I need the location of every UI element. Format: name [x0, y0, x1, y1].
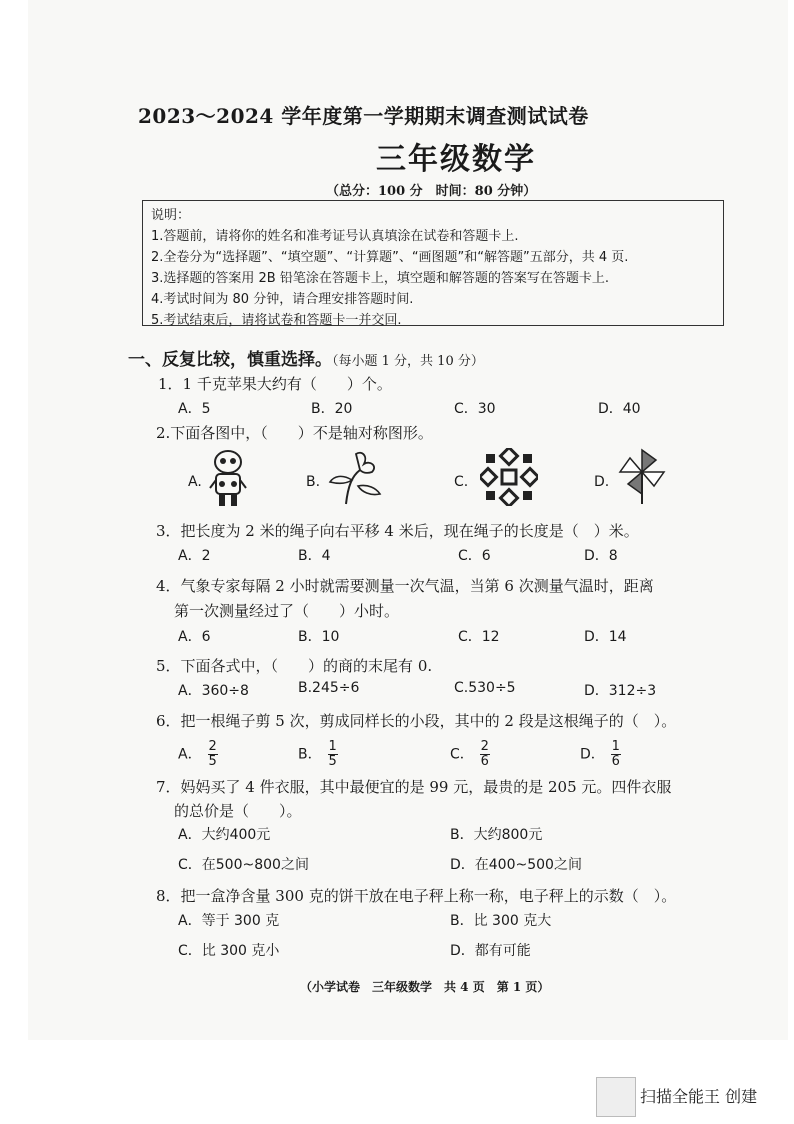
fraction: $\frac{1}{6}$ [611, 739, 620, 769]
q6-option-b-label: B． [298, 746, 322, 763]
q2-option-c: C. [454, 474, 469, 490]
q8-option-d: D．都有可能 [450, 943, 531, 959]
q2-option-a: A. [188, 474, 202, 490]
q1-option-c: C．30 [454, 401, 496, 417]
q3-option-a: A．2 [178, 548, 211, 564]
q3-option-b: B．4 [298, 548, 331, 564]
pinwheel-figure-icon [618, 448, 666, 504]
q7-option-d: D．在400~500之间 [450, 857, 582, 873]
question-6-stem: 6．把一根绳子剪 5 次，剪成同样长的小段，其中的 2 段是这根绳子的（ ）。 [156, 712, 677, 730]
robot-figure-icon [208, 448, 248, 510]
q7-option-a: A．大约400元 [178, 827, 271, 843]
q5-option-c: C.530÷5 [454, 680, 516, 696]
question-4-stem: 4．气象专家每隔 2 小时就需要测量一次气温，当第 6 次测量气温时，距离 [156, 577, 654, 595]
q4-option-c: C．12 [458, 629, 500, 645]
q2-option-b: B. [306, 474, 321, 490]
q1-option-a: A．5 [178, 401, 211, 417]
instruction-item: 3.选择题的答案用 2B 铅笔涂在答题卡上，填空题和解答题的答案写在答题卡上. [151, 271, 609, 286]
instruction-item: 4.考试时间为 80 分钟，请合理安排答题时间. [151, 292, 414, 307]
q5-option-a: A．360÷8 [178, 683, 249, 699]
fraction: $\frac{1}{5}$ [328, 739, 337, 769]
instructions-heading: 说明： [151, 208, 191, 223]
question-1-stem: 1．1 千克苹果大约有（ ）个。 [158, 375, 392, 393]
q8-option-b: B．比 300 克大 [450, 913, 552, 929]
exam-meta: （总分：100 分 时间：80 分钟） [326, 184, 537, 199]
q5-option-b: B.245÷6 [298, 680, 360, 696]
instruction-item: 5.考试结束后，请将试卷和答题卡一并交回. [151, 313, 402, 328]
subject-title: 三年级数学 [376, 142, 536, 177]
instructions-box [142, 200, 724, 326]
question-2-stem: 2.下面各图中，（ ）不是轴对称图形。 [156, 424, 433, 442]
section-note: （每小题 1 分，共 10 分） [332, 354, 484, 369]
scanner-app-icon [596, 1077, 636, 1117]
q3-option-d: D．8 [584, 548, 618, 564]
q6-option-c-label: C． [450, 746, 474, 763]
watermark-text: 扫描全能王 创建 [640, 1087, 758, 1106]
q6-option-a [178, 740, 218, 769]
q8-option-c: C．比 300 克小 [178, 943, 280, 959]
q8-option-a: A．等于 300 克 [178, 913, 280, 929]
q3-option-c: C．6 [458, 548, 491, 564]
question-5-stem: 5．下面各式中，（ ）的商的末尾有 0. [156, 657, 433, 675]
question-8-stem: 8．把一盒净含量 300 克的饼干放在电子秤上称一称，电子秤上的示数（ ）。 [156, 887, 677, 905]
q4-option-a: A．6 [178, 629, 211, 645]
q5-option-d: D．312÷3 [584, 683, 657, 699]
question-7-stem: 7．妈妈买了 4 件衣服，其中最便宜的是 99 元，最贵的是 205 元。四件衣服 [156, 778, 672, 796]
q2-option-d: D. [594, 474, 610, 490]
flower-figure-icon [322, 446, 386, 510]
q6-option-a-label: A． [178, 746, 202, 763]
exam-title: 2023～2024 学年度第一学期期末调查测试试卷 [138, 104, 589, 128]
question-7-stem-cont: 的总价是（ ）。 [174, 802, 302, 820]
q7-option-c: C．在500~800之间 [178, 857, 309, 873]
page-footer: （小学试卷 三年级数学 共 4 页 第 1 页） [300, 980, 550, 994]
q4-option-b: B．10 [298, 629, 340, 645]
q1-option-b: B．20 [311, 401, 353, 417]
section-heading [128, 345, 484, 370]
question-4-stem-cont: 第一次测量经过了（ ）小时。 [174, 602, 400, 620]
fraction: $\frac{2}{5}$ [208, 739, 217, 769]
fraction: $\frac{2}{6}$ [480, 739, 489, 769]
q6-option-b [298, 740, 338, 769]
q6-option-d [580, 740, 621, 769]
exam-sheet [28, 0, 788, 1040]
instruction-item: 2.全卷分为“选择题”、“填空题”、“计算题”、“画图题”和“解答题”五部分，共 4 页. [151, 250, 629, 265]
snowflake-figure-icon [480, 448, 538, 506]
section-title: 一、反复比较，慎重选择。 [128, 350, 332, 370]
q6-option-c [450, 740, 490, 769]
q6-option-d-label: D． [580, 746, 605, 763]
q7-option-b: B．大约800元 [450, 827, 543, 843]
q1-option-d: D．40 [598, 401, 641, 417]
question-3-stem: 3．把长度为 2 米的绳子向右平移 4 米后，现在绳子的长度是（ ）米。 [156, 522, 639, 540]
instruction-item: 1.答题前，请将你的姓名和准考证号认真填涂在试卷和答题卡上. [151, 229, 519, 244]
q4-option-d: D．14 [584, 629, 627, 645]
